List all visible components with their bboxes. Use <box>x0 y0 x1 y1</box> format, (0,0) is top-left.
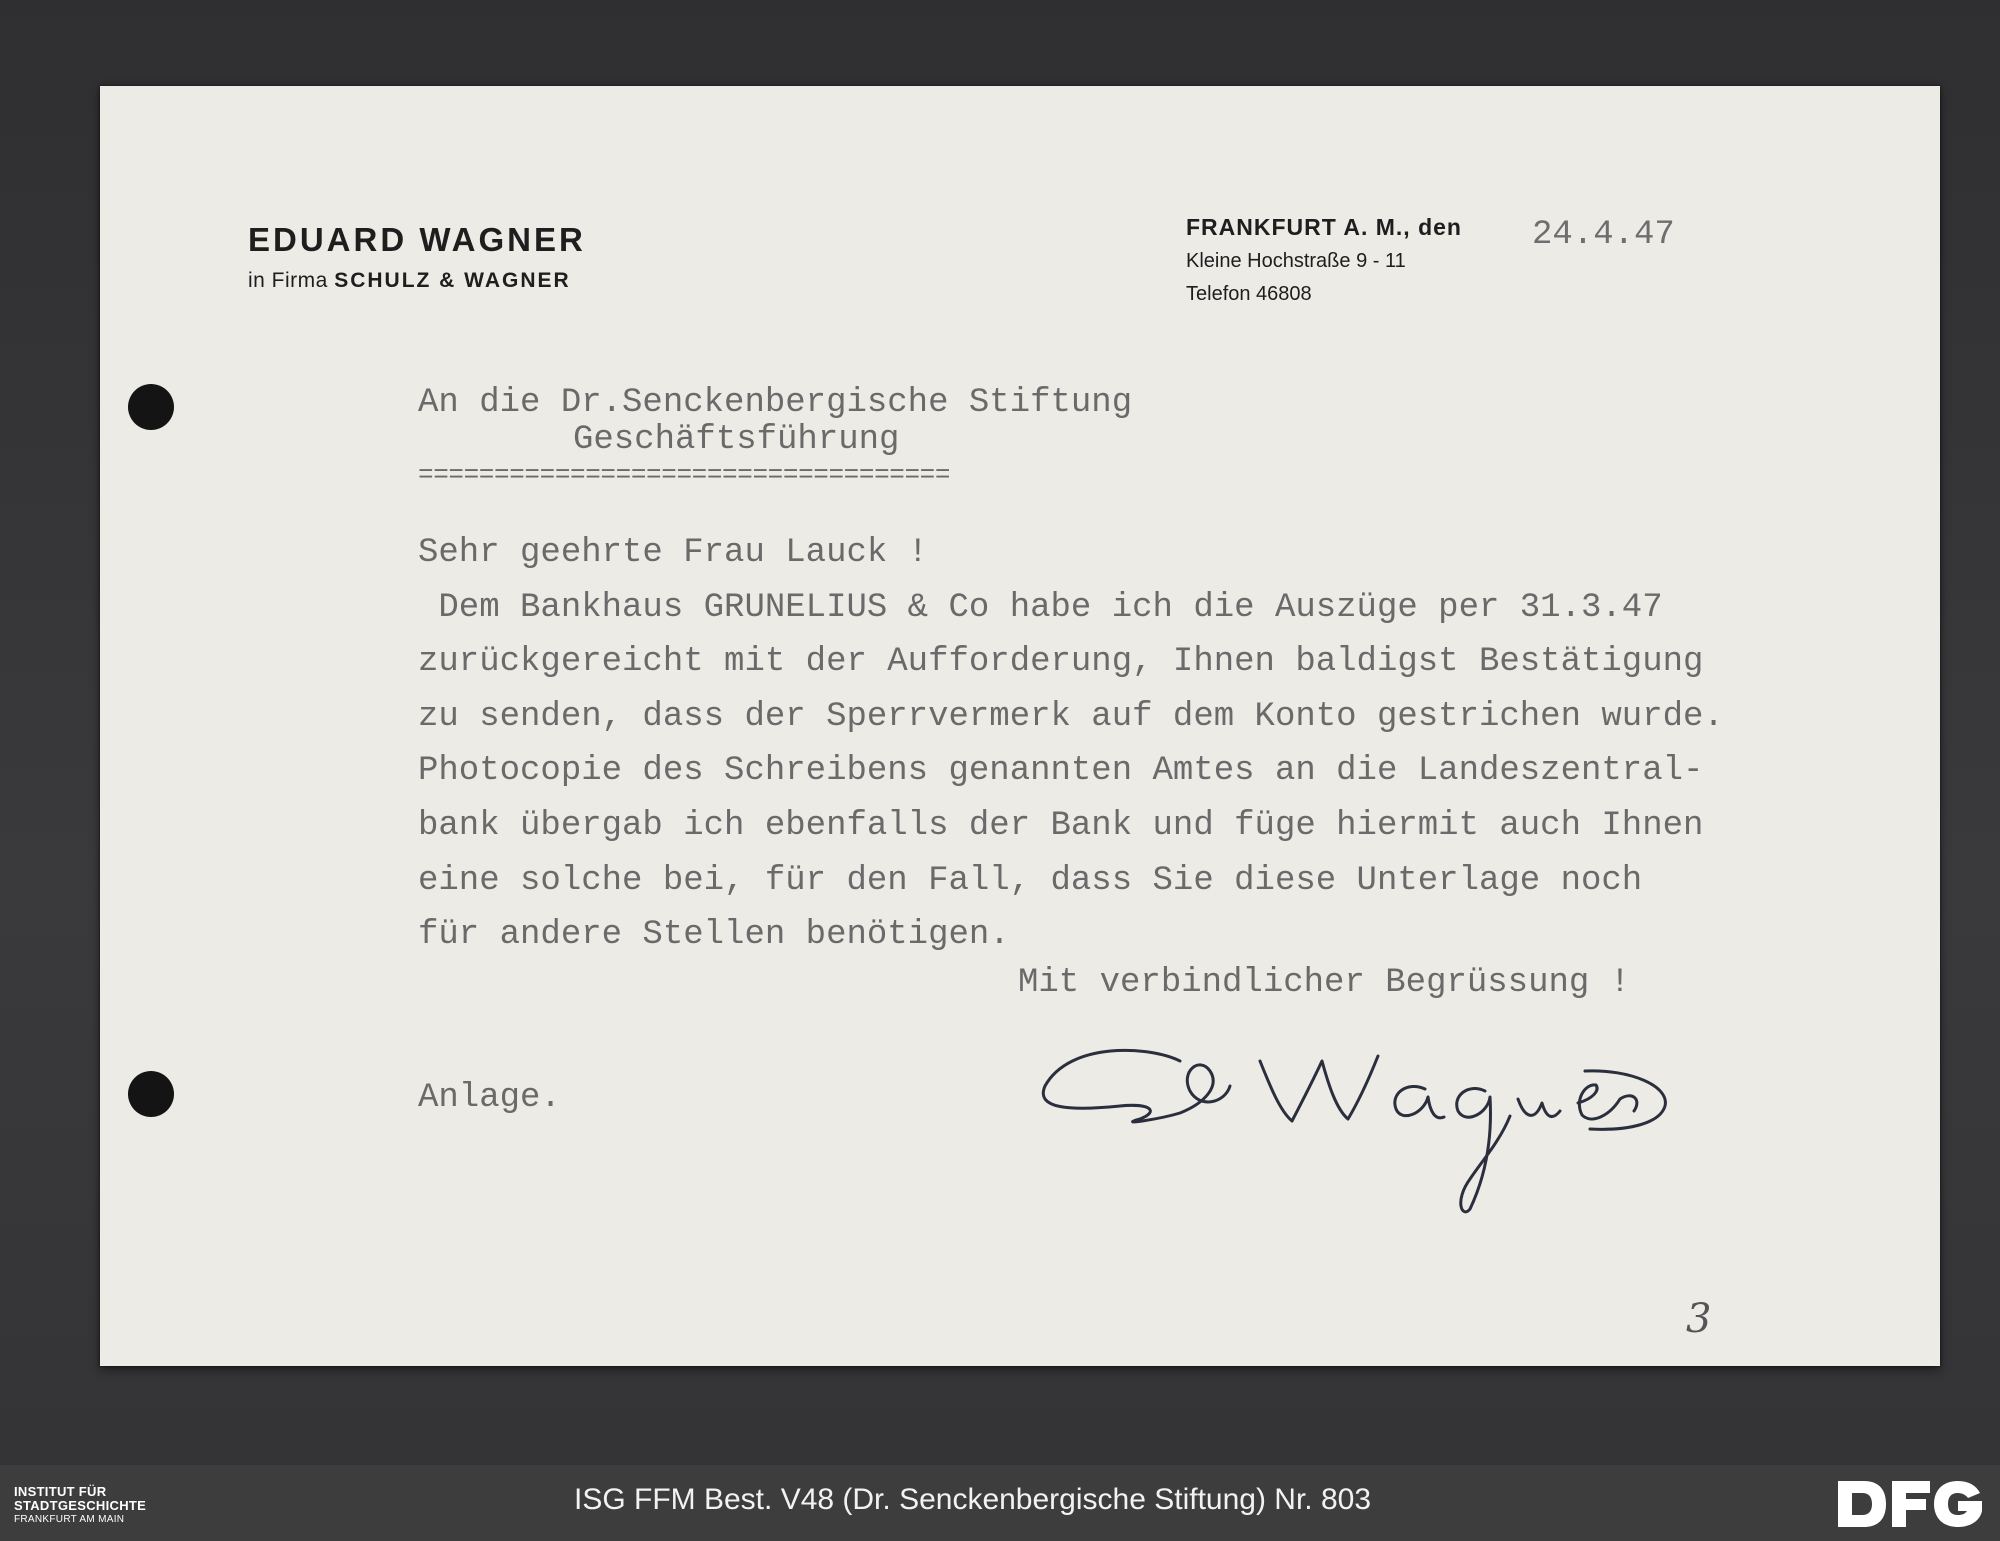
closing: Mit verbindlicher Begrüssung ! <box>1018 964 1631 1002</box>
body-line: für andere Stellen benötigen. <box>418 916 1010 955</box>
institute-line-1: INSTITUT FÜR <box>14 1484 107 1499</box>
recipient-line-1: An die Dr.Senckenbergische Stiftung <box>418 384 1133 422</box>
punch-hole-top <box>128 384 174 430</box>
letterhead-firm <box>248 269 571 293</box>
recipient-underline: =================================== <box>418 460 951 490</box>
body-line: eine solche bei, für den Fall, dass Sie diese Unterlage noch <box>418 861 1643 900</box>
archive-footer <box>0 1465 2000 1541</box>
letterhead-firm-prefix: in Firma <box>248 269 328 292</box>
handwritten-signature <box>1030 991 1680 1221</box>
archive-caption: ISG FFM Best. V48 (Dr. Senckenbergische Stiftung) Nr. 803 <box>574 1483 1372 1516</box>
institute-line-2: STADTGESCHICHTE <box>14 1498 147 1513</box>
body-line: bank übergab ich ebenfalls der Bank und füge hiermit auch Ihnen <box>418 806 1704 845</box>
recipient-line-2: Geschäftsführung <box>573 421 900 459</box>
letterhead-city: FRANKFURT A. M., den <box>1186 214 1462 240</box>
institute-line-3: FRANKFURT AM MAIN <box>14 1514 125 1525</box>
letter-date: 24.4.47 <box>1532 216 1675 254</box>
letter-body <box>418 526 1724 963</box>
letterhead-phone: Telefon 46808 <box>1186 283 1312 305</box>
institute-logo <box>14 1485 146 1527</box>
body-line: zu senden, dass der Sperrvermerk auf dem Konto gestrichen wurde. <box>418 697 1724 736</box>
letterhead-street: Kleine Hochstraße 9 - 11 <box>1186 250 1406 272</box>
dfg-logo-icon <box>1836 1479 1986 1529</box>
letterhead-name: EDUARD WAGNER <box>248 221 586 258</box>
body-line: zurückgereicht mit der Aufforderung, Ihnen baldigst Bestätigung <box>418 643 1704 682</box>
letter-sheet <box>100 86 1940 1366</box>
body-line: Dem Bankhaus GRUNELIUS & Co habe ich die Auszüge per 31.3.47 <box>418 588 1663 627</box>
enclosure-note: Anlage. <box>418 1079 561 1117</box>
salutation: Sehr geehrte Frau Lauck ! <box>418 534 929 572</box>
punch-hole-bottom <box>128 1071 174 1117</box>
letterhead-firm-name: SCHULZ & WAGNER <box>334 269 571 292</box>
page-number: 3 <box>1686 1296 1712 1342</box>
body-line: Photocopie des Schreibens genannten Amtes an die Landeszentral- <box>418 752 1704 791</box>
